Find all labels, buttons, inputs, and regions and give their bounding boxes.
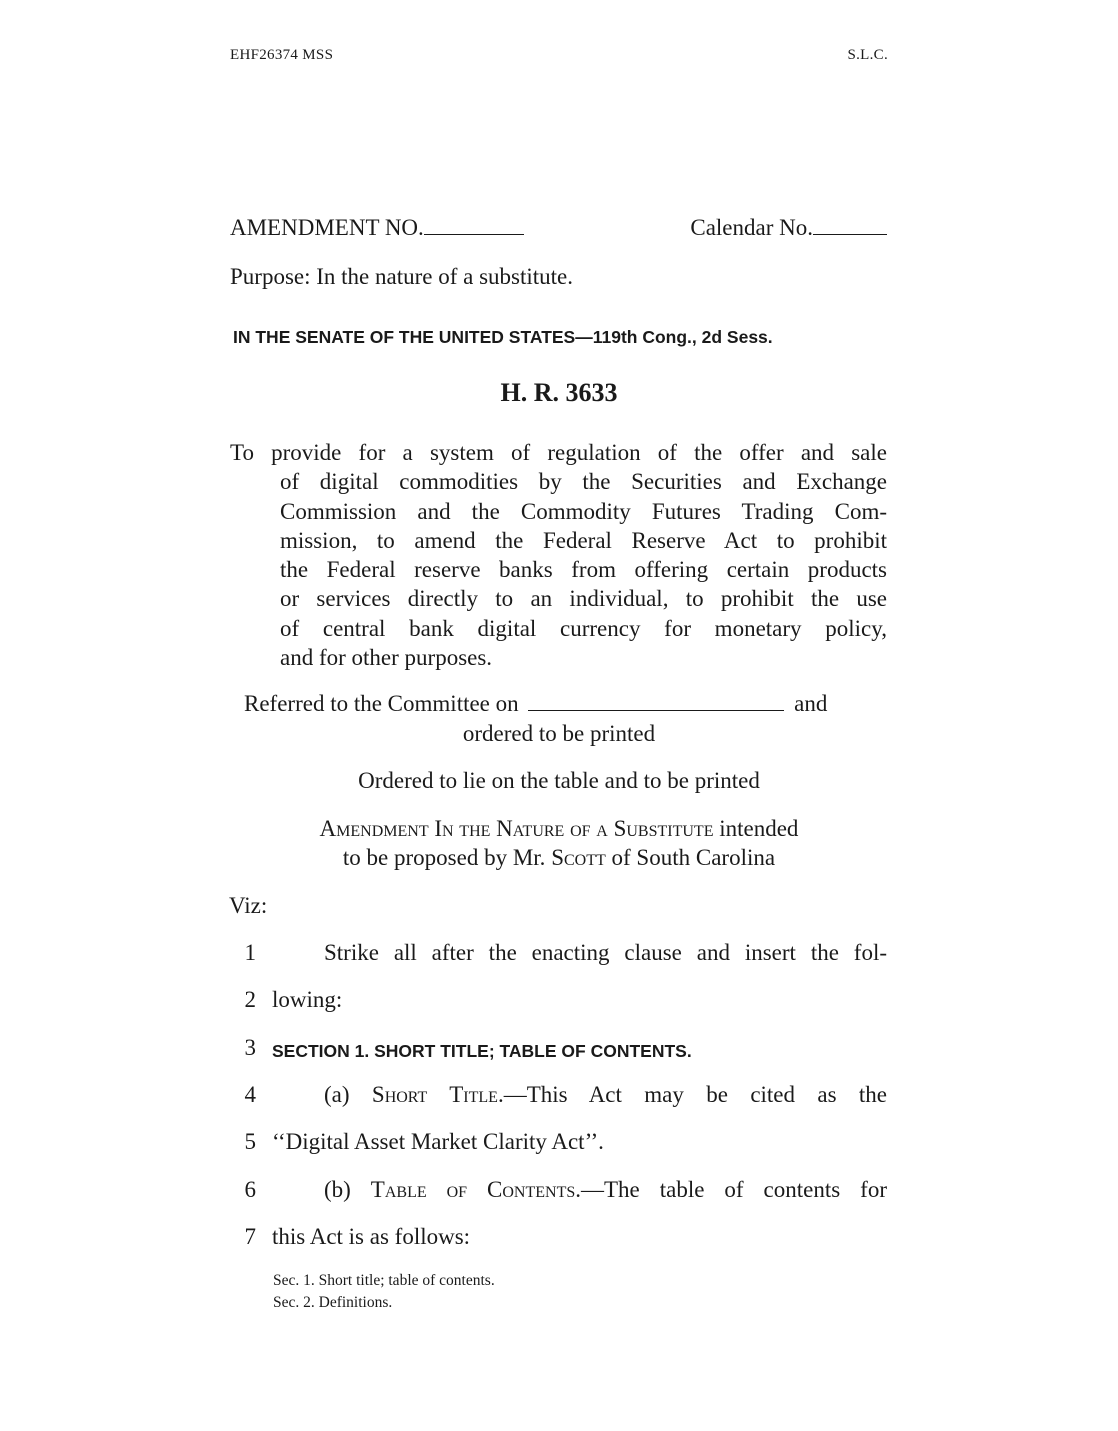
long-title-line: or services directly to an individual, to prohibit the use xyxy=(280,586,887,612)
long-title-line: Commission and the Commodity Futures Trading Com- xyxy=(280,498,887,524)
bill-long-title xyxy=(230,438,887,672)
subsection-marker: (a) xyxy=(324,1082,372,1107)
line-number: 7 xyxy=(244,1224,256,1249)
long-title-line: of central bank digital currency for monetary policy, xyxy=(280,615,887,641)
ains-proposed: to be proposed by Mr. xyxy=(342,845,546,870)
long-title-line: mission, to amend the Federal Reserve Act to prohibit xyxy=(280,527,887,553)
subsection-marker: (b) xyxy=(324,1177,371,1202)
body-line xyxy=(272,1082,887,1108)
ains-title: Amendment In the Nature of a Substitute xyxy=(319,816,714,841)
ains-intended: intended xyxy=(719,816,799,841)
line-number: 4 xyxy=(244,1082,256,1107)
toc-entry: Sec. 1. Short title; table of contents. xyxy=(273,1272,495,1289)
body-text: .—This Act may be cited as the xyxy=(497,1082,888,1107)
line-number: 2 xyxy=(244,987,256,1012)
calendar-number-line xyxy=(690,215,887,241)
referred-and: and xyxy=(794,691,828,716)
line-number: 5 xyxy=(244,1129,256,1154)
line-number: 6 xyxy=(244,1177,256,1202)
ordered-printed-line: ordered to be printed xyxy=(462,721,656,746)
amendment-number-line xyxy=(230,215,524,241)
calendar-label: Calendar No. xyxy=(690,215,813,240)
viz-label: Viz: xyxy=(229,893,268,918)
ordered-lie-line: Ordered to lie on the table and to be printed xyxy=(358,768,760,793)
sponsor-name: Scott xyxy=(551,845,606,870)
body-text: .—The table of contents for xyxy=(575,1177,887,1202)
long-title-line: and for other purposes. xyxy=(280,645,493,671)
long-title-line: of digital commodities by the Securities and Exchange xyxy=(280,469,887,495)
header-doc-id: EHF26374 MSS xyxy=(230,47,334,63)
body-line: lowing: xyxy=(272,987,343,1012)
senate-session-line: IN THE SENATE OF THE UNITED STATES—119th Cong., 2d Sess. xyxy=(233,327,773,347)
subsection-heading: Short Title xyxy=(371,1082,498,1107)
body-line: Strike all after the enacting clause and insert the fol- xyxy=(324,940,887,965)
section-heading: SECTION 1. SHORT TITLE; TABLE OF CONTENTS. xyxy=(272,1041,692,1061)
body-line: this Act is as follows: xyxy=(272,1224,471,1249)
ains-line-1 xyxy=(0,816,1118,842)
referred-line xyxy=(244,691,827,717)
body-line xyxy=(272,1177,887,1203)
toc-entry: Sec. 2. Definitions. xyxy=(273,1294,393,1311)
line-number: 3 xyxy=(244,1035,256,1060)
long-title-line: the Federal reserve banks from offering certain products xyxy=(280,557,887,583)
amendment-label: AMENDMENT NO. xyxy=(230,215,424,240)
line-number: 1 xyxy=(244,940,256,965)
amendment-number-blank xyxy=(424,216,524,235)
long-title-line: To provide for a system of regulation of the offer and sale xyxy=(230,440,887,465)
subsection-heading: Table of Contents xyxy=(370,1177,576,1202)
body-line: ‘‘Digital Asset Market Clarity Act’’. xyxy=(272,1129,604,1154)
referred-text: Referred to the Committee on xyxy=(244,691,519,716)
header-slc: S.L.C. xyxy=(847,47,888,63)
ains-line-2 xyxy=(0,845,1118,871)
bill-number: H. R. 3633 xyxy=(500,378,618,407)
sponsor-state: of South Carolina xyxy=(611,845,776,870)
committee-blank xyxy=(528,692,784,711)
calendar-number-blank xyxy=(813,216,887,235)
purpose-line: Purpose: In the nature of a substitute. xyxy=(230,264,574,289)
